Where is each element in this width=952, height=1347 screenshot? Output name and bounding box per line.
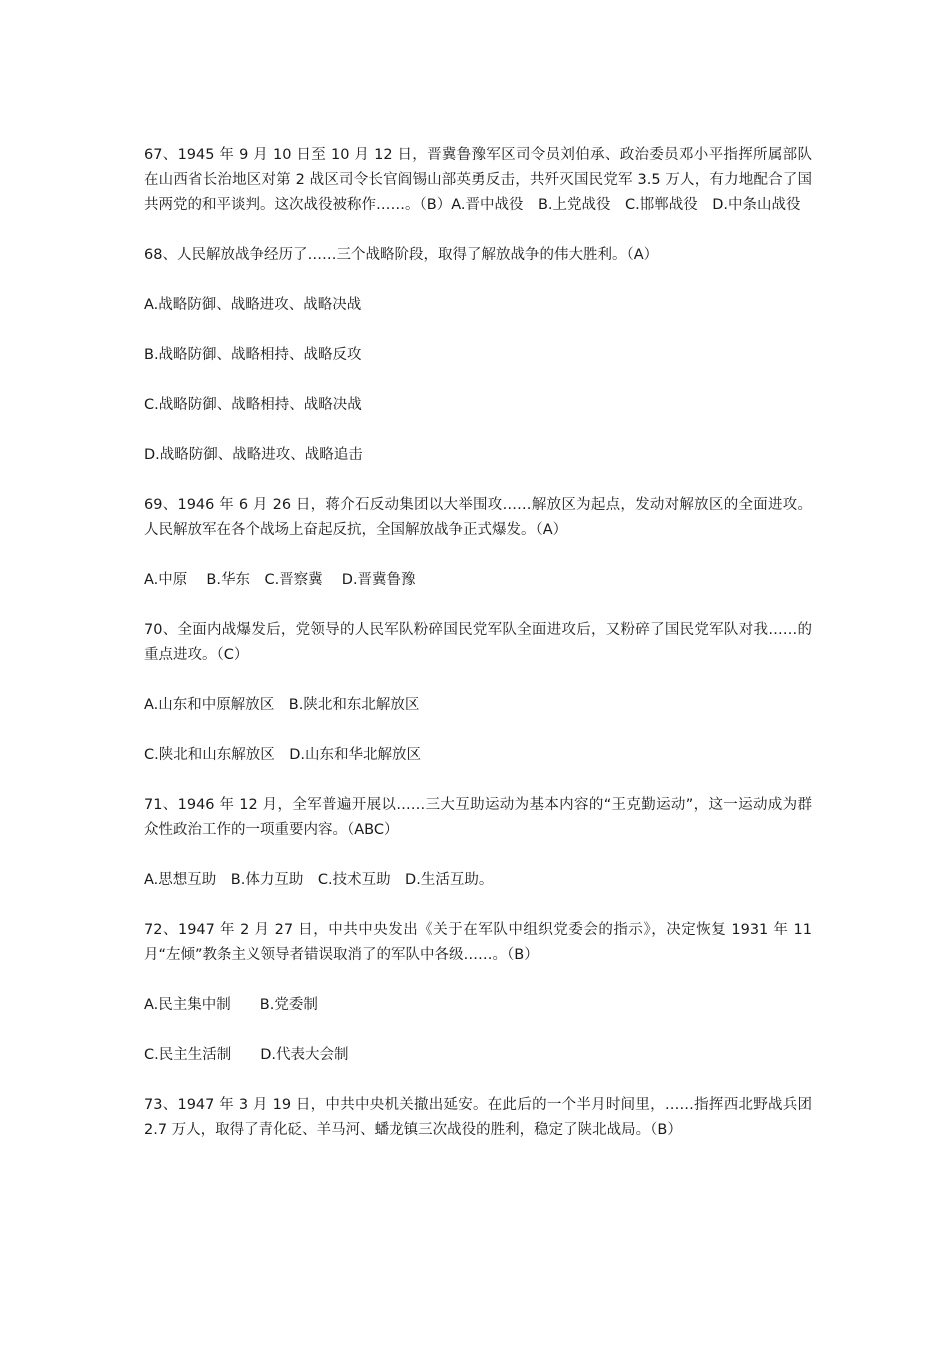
question-71: 71、1946 年 12 月，全军普遍开展以……三大互助运动为基本内容的“王克勤运动”，这一运动成为群众性政治工作的一项重要内容。（ABC） (144, 797, 812, 838)
question-68-option-a: A.战略防御、战略进攻、战略决战 (144, 297, 362, 313)
spacer (144, 843, 812, 868)
question-72: 72、1947 年 2 月 27 日，中共中央发出《关于在军队中组织党委会的指示》，决定恢复 1931 年 11 月“左倾”教条主义领导者错误取消了的军队中各级……。（B） (144, 922, 812, 963)
spacer (144, 1068, 812, 1093)
spacer (144, 218, 812, 243)
question-68: 68、人民解放战争经历了……三个战略阶段，取得了解放战争的伟大胜利。（A） (144, 247, 659, 263)
spacer (144, 418, 812, 443)
document-page (144, 143, 812, 1143)
spacer (144, 368, 812, 393)
spacer (144, 718, 812, 743)
question-68-option-b: B.战略防御、战略相持、战略反攻 (144, 347, 362, 363)
question-70: 70、全面内战爆发后，党领导的人民军队粉碎国民党军队全面进攻后，又粉碎了国民党军队对我……的重点进攻。（C） (144, 622, 812, 663)
question-68-option-c: C.战略防御、战略相持、战略决战 (144, 397, 362, 413)
spacer (144, 1018, 812, 1043)
spacer (144, 668, 812, 693)
question-70-options-ab: A.山东和中原解放区 B.陕北和东北解放区 (144, 697, 420, 713)
spacer (144, 768, 812, 793)
question-72-options-cd: C.民主生活制 D.代表大会制 (144, 1047, 349, 1063)
spacer (144, 593, 812, 618)
question-71-options: A.思想互助 B.体力互助 C.技术互助 D.生活互助。 (144, 872, 494, 888)
question-72-options-ab: A.民主集中制 B.党委制 (144, 997, 318, 1013)
question-69: 69、1946 年 6 月 26 日，蒋介石反动集团以大举围攻……解放区为起点，发动对解放区的全面进攻。人民解放军在各个战场上奋起反抗，全国解放战争正式爆发。（A） (144, 497, 812, 538)
question-67: 67、1945 年 9 月 10 日至 10 月 12 日，晋冀鲁豫军区司令员刘伯承、政治委员邓小平指挥所属部队在山西省长治地区对第 2 战区司令长官阎锡山部英勇反击，共歼灭国民党军 3.5 万人，有力地配合了国共两党的和平谈判。这次战役被称作……。（B）A.晋中战役 B.上党战役 C.邯郸战役 D.中条山战役 (144, 147, 812, 213)
spacer (144, 318, 812, 343)
question-69-options: A.中原 B.华东 C.晋察冀 D.晋冀鲁豫 (144, 572, 416, 588)
spacer (144, 468, 812, 493)
spacer (144, 893, 812, 918)
spacer (144, 968, 812, 993)
spacer (144, 268, 812, 293)
question-73: 73、1947 年 3 月 19 日，中共中央机关撤出延安。在此后的一个半月时间里，……指挥西北野战兵团 2.7 万人，取得了青化砭、羊马河、蟠龙镇三次战役的胜利，稳定了陕北战局。（B） (144, 1097, 812, 1138)
question-68-option-d: D.战略防御、战略进攻、战略追击 (144, 447, 363, 463)
spacer (144, 543, 812, 568)
question-70-options-cd: C.陕北和山东解放区 D.山东和华北解放区 (144, 747, 422, 763)
